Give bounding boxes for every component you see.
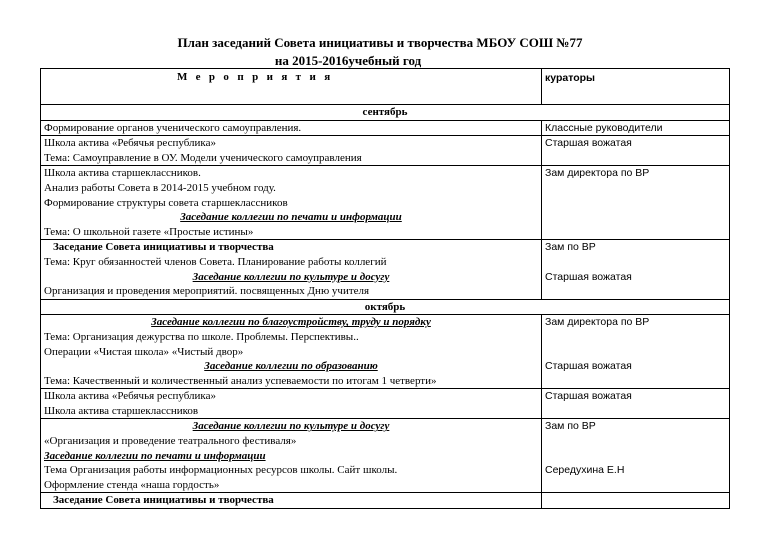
plan-title: План заседаний Совета инициативы и творчества МБОУ СОШ №77 — [177, 35, 583, 50]
month-row-september — [41, 105, 730, 121]
event-cell: Заседание Совета инициативы и творчества Тема: Круг обязанностей членов Совета. Планирование работы коллегий Заседание коллегии по культуре и досугу Организация и проведения мероприятий. посвященных Дню учителя — [41, 240, 542, 299]
month-row-october — [41, 299, 730, 315]
curator-cell: Зам по ВР Старшая вожатая — [542, 240, 730, 299]
event-cell: Заседание коллегии по благоустройству, труду и порядку Тема: Организация дежурства по школе. Проблемы. Перспективы.. Операции «Чистая школа» «Чистый двор» Заседание коллегии по образованию Тема: Качественный и количественный анализ успеваемости по итогам 1 четверти» — [41, 315, 542, 389]
table-row — [41, 166, 730, 240]
table-row — [41, 136, 730, 166]
event-cell: Школа актива «Ребячья республика» Тема: Самоуправление в ОУ. Модели ученического самоуправления — [41, 136, 542, 166]
curator-cell: Классные руководители — [542, 120, 730, 136]
curator-cell — [542, 493, 730, 509]
section-heading: Заседание Совета инициативы и творчества — [53, 241, 274, 254]
event-cell: Школа актива старшеклассников. Анализ работы Совета в 2014-2015 учебном году. Формирование структуры совета старшеклассников Заседание коллегии по печати и информации Тема: О школьной газете «Простые истины» — [41, 166, 542, 240]
table-row — [41, 315, 730, 389]
event-cell — [41, 493, 542, 509]
section-heading: Заседание коллегии по благоустройству, труду и порядку — [151, 316, 431, 329]
curator-cell: Старшая вожатая — [542, 389, 730, 419]
section-heading: Заседание коллегии по печати и информации — [180, 211, 402, 224]
table-header-row — [41, 69, 730, 105]
table-row — [41, 120, 730, 136]
section-heading: Заседание коллегии по печати и информации — [44, 449, 266, 462]
month-label: октябрь — [41, 299, 730, 315]
curator-cell: Зам директора по ВР Старшая вожатая — [542, 315, 730, 389]
curator-cell: Старшая вожатая — [542, 136, 730, 166]
section-heading: Заседание коллегии по культуре и досугу — [192, 270, 390, 283]
month-label: сентябрь — [41, 105, 730, 121]
table-row — [41, 389, 730, 419]
plan-table — [40, 68, 730, 509]
section-heading: Заседание коллегии по образованию — [204, 360, 378, 373]
header-curators: кураторы — [542, 69, 730, 105]
table-row — [41, 493, 730, 509]
section-heading: Заседание Совета инициативы и творчества — [53, 494, 274, 507]
plan-subtitle: на 2015-2016учебный год — [274, 53, 422, 68]
event-cell: Заседание коллегии по культуре и досугу «Организация и проведение театрального фестиваля» Заседание коллегии по печати и информации Тема Организация работы информационных ресурсов школы. Сайт школы. Оформление стенда «наша гордость» — [41, 419, 542, 493]
event-cell: Школа актива «Ребячья республика» Школа актива старшеклассников — [41, 389, 542, 419]
curator-cell: Зам по ВР Середухина Е.Н — [542, 419, 730, 493]
header-events: Мероприятия — [41, 69, 542, 105]
event-cell: Формирование органов ученического самоуправления. — [41, 120, 542, 136]
section-heading: Заседание коллегии по культуре и досугу — [192, 420, 390, 433]
curator-cell: Зам директора по ВР — [542, 166, 730, 240]
table-row — [41, 240, 730, 299]
table-row — [41, 419, 730, 493]
